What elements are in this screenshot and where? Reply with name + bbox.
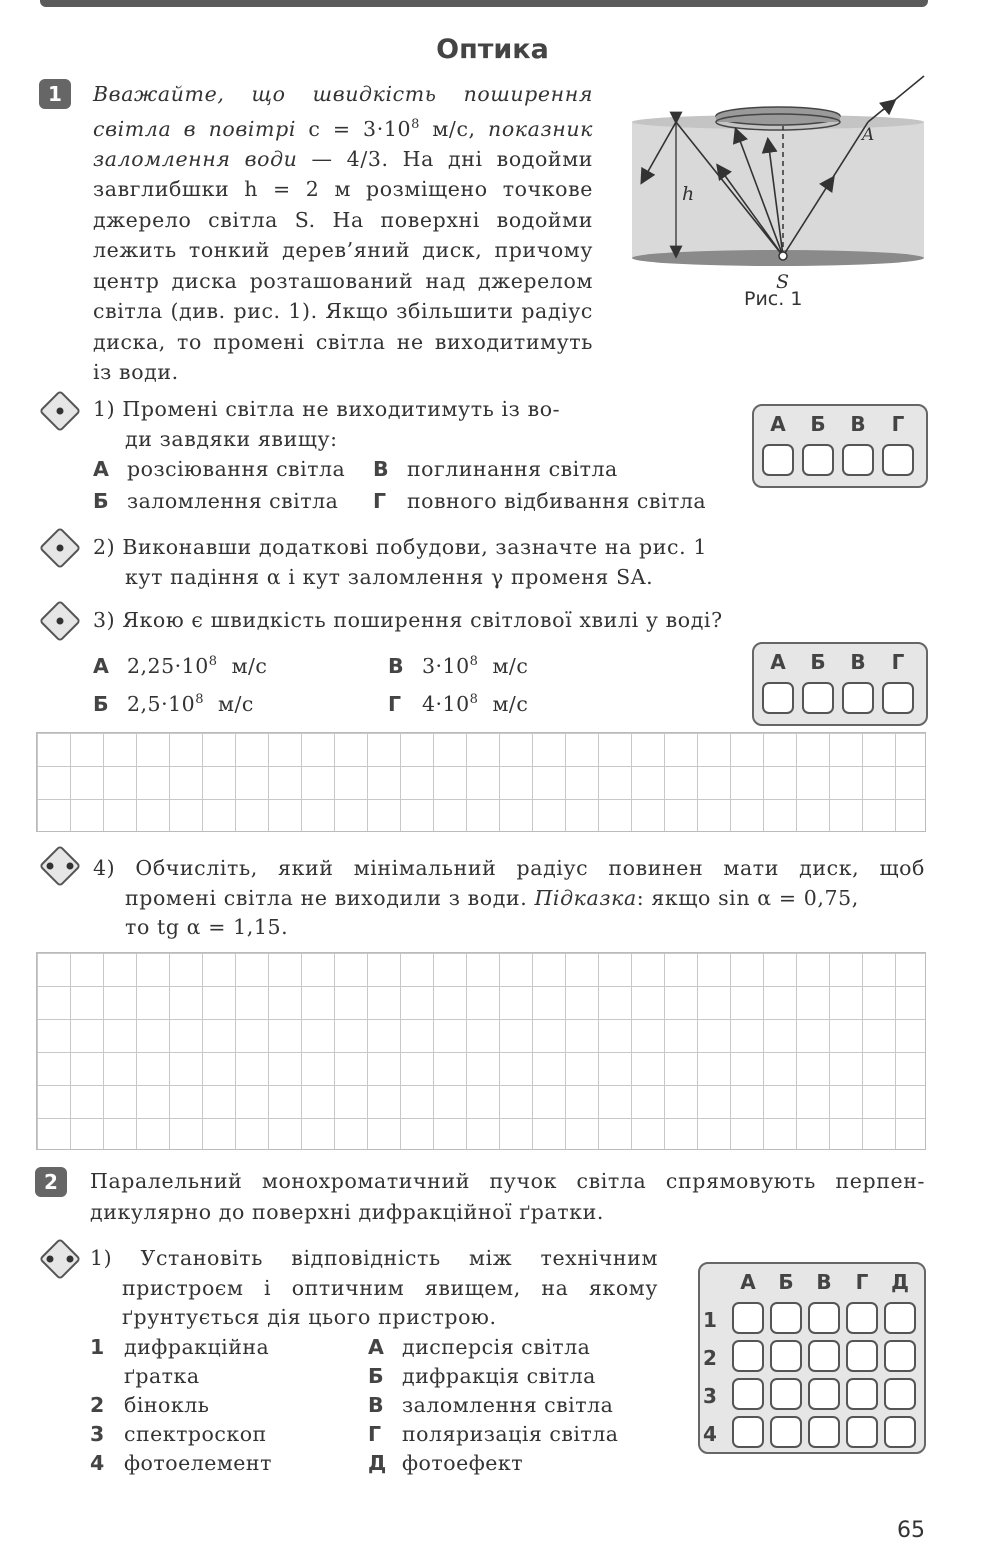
option-text: повного відбивання світла bbox=[407, 489, 707, 513]
t2q1-line2: пристроєм і оптичним явищем, на якому bbox=[122, 1276, 658, 1300]
device-text: спектроскоп bbox=[124, 1422, 267, 1446]
answer-header: Б bbox=[810, 650, 826, 674]
task1-intro-italic-2: показник заломлення води bbox=[93, 116, 593, 171]
q3-option-b bbox=[93, 685, 254, 719]
option-letter: Б bbox=[93, 489, 110, 513]
q1-text-line2: ди завдяки явищу: bbox=[125, 427, 338, 451]
answer-cell-g[interactable] bbox=[882, 444, 914, 476]
difficulty-icon-5 bbox=[34, 1236, 86, 1282]
phenomenon-letter: Б bbox=[368, 1364, 385, 1388]
answer-cell-a[interactable] bbox=[762, 682, 794, 714]
answer-grid-2[interactable] bbox=[36, 952, 926, 1150]
phenomenon-a bbox=[368, 1332, 590, 1362]
task1-intro-rest: — 4/3. На дні водойми завглибшки h = 2 м розміщено точкове джерело світла S. На поверхні водойми лежить тонкий дерев’яний диск, причому центр диска розташований над джерелом світла (див. рис. 1). Якщо збільшити радіус диска, то промені світла не виходитимуть із води. bbox=[93, 146, 593, 385]
q4-hint-text: : якщо sin α = 0,75, bbox=[636, 886, 859, 910]
answer-cell-a[interactable] bbox=[762, 444, 794, 476]
option-text: заломлення світла bbox=[127, 489, 339, 513]
option-unit: м/с bbox=[231, 653, 268, 678]
difficulty-icon-3 bbox=[37, 598, 83, 644]
option-exp: 8 bbox=[208, 654, 218, 669]
q1-option-a bbox=[93, 454, 345, 484]
q4-hint-label: Підказка bbox=[534, 886, 637, 910]
option-letter: А bbox=[93, 457, 110, 481]
matrix-cell[interactable] bbox=[846, 1378, 878, 1410]
q4-line1: 4) Обчисліть, який мінімальний радіус повинен мати диск, щоб bbox=[93, 856, 925, 880]
label-h: h bbox=[682, 183, 695, 205]
matrix-cell[interactable] bbox=[732, 1378, 764, 1410]
device-num: 1 bbox=[90, 1335, 105, 1359]
device-num: 4 bbox=[90, 1451, 105, 1475]
q3-text: 3) Якою є швидкість поширення світлової хвилі у воді? bbox=[93, 608, 723, 632]
device-item-3 bbox=[90, 1419, 267, 1449]
t2q1-line3: ґрунтується дія цього пристрою. bbox=[122, 1305, 497, 1329]
task1-intro-unit: м/с, bbox=[419, 116, 476, 141]
phenomenon-letter: А bbox=[368, 1335, 385, 1359]
matrix-cell[interactable] bbox=[808, 1416, 840, 1448]
option-value: 2,25·10 bbox=[127, 653, 209, 678]
page-number: 65 bbox=[897, 1518, 925, 1543]
q3-option-v bbox=[388, 647, 528, 681]
device-text: бінокль bbox=[124, 1393, 210, 1417]
task1-intro-formula: c = 3·10 bbox=[308, 116, 412, 141]
answer-cell-v[interactable] bbox=[842, 444, 874, 476]
matrix-col-header: Д bbox=[891, 1270, 909, 1294]
option-letter: В bbox=[388, 653, 405, 678]
matrix-cell[interactable] bbox=[884, 1378, 916, 1410]
option-unit: м/с bbox=[492, 691, 529, 716]
matrix-row-header: 1 bbox=[703, 1308, 717, 1332]
option-text: розсіювання світла bbox=[127, 457, 346, 481]
task1-intro-exp: 8 bbox=[411, 116, 420, 132]
answer-cell-g[interactable] bbox=[882, 682, 914, 714]
matrix-cell[interactable] bbox=[770, 1340, 802, 1372]
phenomenon-text: дисперсія світла bbox=[402, 1335, 591, 1359]
device-text: дифракційна bbox=[124, 1335, 270, 1359]
answer-header: А bbox=[770, 650, 786, 674]
answer-header: Б bbox=[810, 412, 826, 436]
device-item-4 bbox=[90, 1448, 272, 1478]
phenomenon-g bbox=[368, 1419, 619, 1449]
device-text: фотоелемент bbox=[124, 1451, 272, 1475]
task-number-2: 2 bbox=[35, 1167, 67, 1197]
difficulty-icon-4 bbox=[34, 843, 86, 889]
phenomenon-d bbox=[368, 1448, 523, 1478]
matrix-cell[interactable] bbox=[808, 1340, 840, 1372]
q1-option-g bbox=[373, 486, 706, 516]
matrix-cell[interactable] bbox=[808, 1378, 840, 1410]
answer-cell-b[interactable] bbox=[802, 682, 834, 714]
top-bar bbox=[40, 0, 928, 7]
q1-option-v bbox=[373, 454, 618, 484]
matrix-cell[interactable] bbox=[808, 1302, 840, 1334]
matrix-cell[interactable] bbox=[732, 1416, 764, 1448]
device-text: ґратка bbox=[124, 1364, 200, 1388]
phenomenon-letter: Г bbox=[368, 1422, 382, 1446]
task-number-1: 1 bbox=[39, 79, 71, 109]
option-letter: В bbox=[373, 457, 390, 481]
matrix-col-header: Г bbox=[855, 1270, 869, 1294]
option-value: 3·10 bbox=[422, 653, 470, 678]
matrix-col-header: А bbox=[740, 1270, 756, 1294]
q4-line2 bbox=[125, 883, 925, 914]
phenomenon-letter: Д bbox=[368, 1451, 387, 1475]
q2-line2: кут падіння α і кут заломлення γ променя SA. bbox=[125, 565, 654, 589]
task1-intro bbox=[93, 79, 593, 388]
matrix-row-header: 2 bbox=[703, 1346, 717, 1370]
matrix-cell[interactable] bbox=[884, 1302, 916, 1334]
phenomenon-b bbox=[368, 1361, 596, 1391]
matrix-cell[interactable] bbox=[884, 1416, 916, 1448]
task2-intro-line1: Паралельний монохроматичний пучок світла спрямовують перпен- bbox=[90, 1169, 925, 1193]
difficulty-icon-1 bbox=[37, 388, 83, 434]
matrix-cell[interactable] bbox=[846, 1302, 878, 1334]
light-source bbox=[779, 252, 787, 260]
option-letter: Б bbox=[93, 691, 110, 716]
q3-option-a bbox=[93, 647, 267, 681]
answer-matrix bbox=[698, 1262, 926, 1454]
q2-line1: 2) Виконавши додаткові побудови, зазначте на рис. 1 bbox=[93, 535, 707, 559]
option-letter: Г bbox=[388, 691, 402, 716]
option-unit: м/с bbox=[218, 691, 254, 716]
matrix-col-header: В bbox=[816, 1270, 832, 1294]
device-num: 2 bbox=[90, 1393, 105, 1417]
phenomenon-letter: В bbox=[368, 1393, 385, 1417]
matrix-cell[interactable] bbox=[884, 1340, 916, 1372]
phenomenon-text: поляризація світла bbox=[402, 1422, 619, 1446]
matrix-row-header: 4 bbox=[703, 1422, 717, 1446]
option-unit: м/с bbox=[492, 653, 529, 678]
option-exp: 8 bbox=[195, 692, 204, 707]
option-exp: 8 bbox=[469, 692, 479, 707]
label-s: S bbox=[776, 271, 790, 293]
matrix-cell[interactable] bbox=[770, 1378, 802, 1410]
phenomenon-v bbox=[368, 1390, 613, 1420]
page-title: Оптика bbox=[436, 34, 549, 65]
ray-sa-refracted bbox=[868, 76, 924, 122]
phenomenon-text: заломлення світла bbox=[402, 1393, 614, 1417]
matrix-cell[interactable] bbox=[846, 1416, 878, 1448]
answer-cell-v[interactable] bbox=[842, 682, 874, 714]
answer-header: Г bbox=[891, 650, 905, 674]
answer-header: Г bbox=[891, 412, 905, 436]
matrix-cell[interactable] bbox=[770, 1302, 802, 1334]
q1-text-line1: 1) Промені світла не виходитимуть із во- bbox=[93, 397, 561, 421]
figure-1 bbox=[628, 70, 928, 300]
q4-line2-text: промені світла не виходили з води. bbox=[125, 886, 528, 910]
matrix-cell[interactable] bbox=[846, 1340, 878, 1372]
answer-header: А bbox=[770, 412, 786, 436]
difficulty-icon-2 bbox=[37, 525, 83, 571]
matrix-cell[interactable] bbox=[732, 1302, 764, 1334]
q3-option-g bbox=[388, 685, 528, 719]
answer-cell-b[interactable] bbox=[802, 444, 834, 476]
matrix-col-header: Б bbox=[778, 1270, 794, 1294]
phenomenon-text: дифракція світла bbox=[402, 1364, 596, 1388]
figure-caption: Рис. 1 bbox=[744, 288, 803, 310]
q4-line3: то tg α = 1,15. bbox=[125, 915, 289, 939]
answer-header: В bbox=[850, 650, 866, 674]
device-num: 3 bbox=[90, 1422, 105, 1446]
option-letter: А bbox=[93, 653, 110, 678]
option-text: поглинання світла bbox=[407, 457, 618, 481]
label-a: A bbox=[862, 125, 875, 145]
q1-option-b bbox=[93, 486, 338, 516]
t2q1-line1: 1) Установіть відповідність між технічним bbox=[90, 1246, 658, 1270]
task2-intro-line2: дикулярно до поверхні дифракційної ґратки. bbox=[90, 1200, 605, 1224]
task1-intro-italic-1: Вважайте, що швидкість поширення світла в повітрі bbox=[93, 82, 593, 141]
matrix-cell[interactable] bbox=[770, 1416, 802, 1448]
phenomenon-text: фотоефект bbox=[402, 1451, 524, 1475]
option-value: 4·10 bbox=[422, 691, 470, 716]
answer-box-q1 bbox=[752, 404, 928, 488]
option-letter: Г bbox=[373, 489, 387, 513]
device-item-1-cont bbox=[90, 1361, 200, 1391]
answer-header: В bbox=[850, 412, 866, 436]
option-exp: 8 bbox=[469, 654, 479, 669]
answer-box-q3 bbox=[752, 642, 928, 726]
matrix-cell[interactable] bbox=[732, 1340, 764, 1372]
matrix-row-header: 3 bbox=[703, 1384, 717, 1408]
option-value: 2,5·10 bbox=[127, 691, 196, 716]
answer-grid-1[interactable] bbox=[36, 732, 926, 832]
device-item-1 bbox=[90, 1332, 269, 1362]
device-item-2 bbox=[90, 1390, 209, 1420]
